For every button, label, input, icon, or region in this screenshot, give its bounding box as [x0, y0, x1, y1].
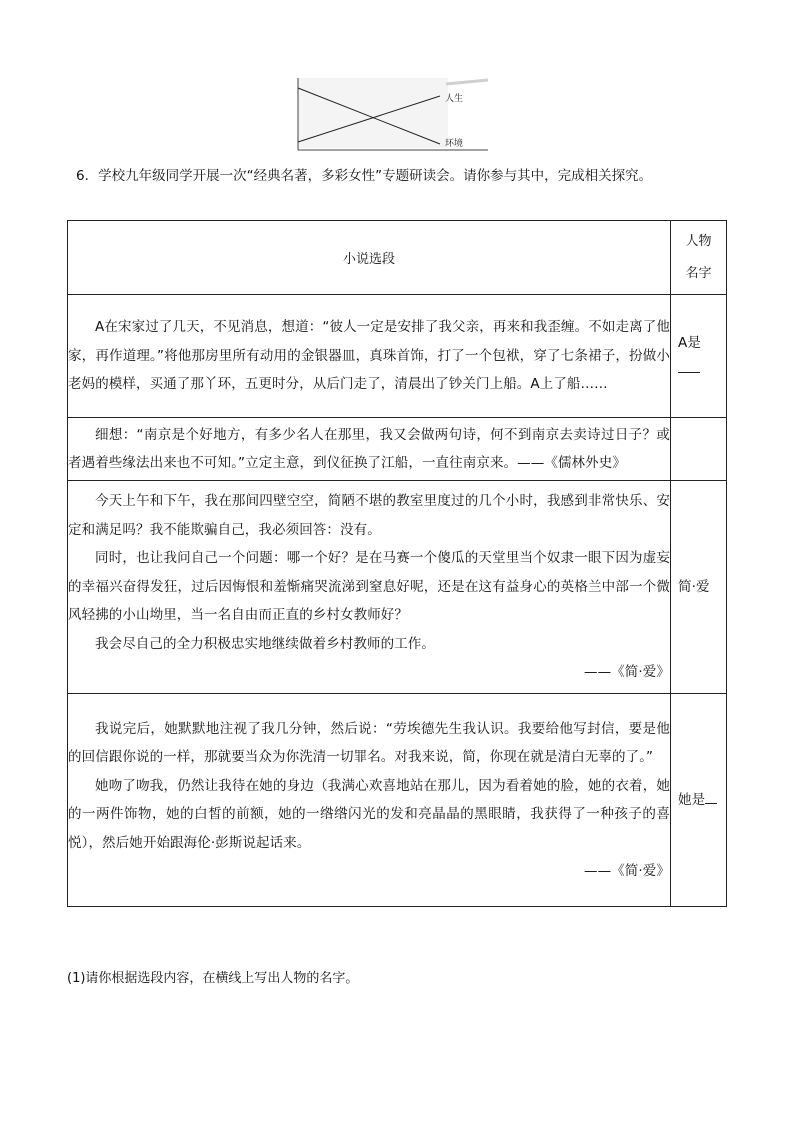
excerpt-cell — [68, 418, 671, 481]
excerpt-paragraph: A在宋家过了几天，不见消息，想道：“彼人一定是安排了我父亲，再来和我歪缠。不如走离了他家，再作道理。”将他那房里所有动用的金银器皿，真珠首饰，打了一个包袱，穿了七条裙子，扮做小老妈的模样，买通了那丫环，五更时分，从后门走了，清晨出了钞关门上船。A上了船…… — [68, 319, 670, 393]
header-name — [671, 221, 727, 295]
excerpt-source: ——《简·爱》 — [584, 863, 670, 879]
question-6: 6．学校九年级同学开展一次“经典名著，多彩女性”专题研读会。请你参与其中，完成相关探究。 — [76, 168, 653, 184]
table-row — [68, 295, 727, 418]
answer-blank[interactable] — [678, 356, 726, 382]
excerpt-table — [67, 220, 727, 907]
table-row — [68, 694, 727, 907]
label-life: 人生 — [445, 94, 464, 104]
answer-cell — [671, 418, 727, 481]
answer-cell — [671, 694, 727, 907]
table-row — [68, 481, 727, 694]
excerpt-paragraph: 我说完后，她默默地注视了我几分钟，然后说：“劳埃德先生我认识。我要给他写封信，要是他的回信跟你说的一样，那就要当众为你洗清一切罪名。对我来说，简，你现在就是清白无辜的了。” — [68, 720, 670, 765]
table-row — [68, 418, 727, 481]
table-header-row — [68, 221, 727, 295]
excerpt-cell — [68, 481, 671, 694]
excerpt-paragraph: 今天上午和下午，我在那间四壁空空，简陋不堪的教室里度过的几个小时，我感到非常快乐、安定和满足吗？我不能欺骗自己，我必须回答：没有。 — [68, 493, 670, 538]
answer-cell: 简·爱 — [671, 481, 727, 694]
footnote-instruction: (1)请你根据选段内容，在横线上写出人物的名字。 — [67, 971, 359, 986]
excerpt-paragraph: 我会尽自己的全力积极忠实地继续做着乡村教师的工作。 — [95, 635, 435, 652]
answer-text: 她是 — [678, 792, 706, 808]
excerpt-paragraph: 细想：“南京是个好地方，有多少名人在那里，我又会做两句诗，何不到南京去卖诗过日子？或者遇着些缘法出来也不可知。”立定主意，到仪征换了江船，一直往南京来。——《儒林外史》 — [68, 426, 670, 471]
header-name-line2: 名字 — [685, 265, 712, 281]
excerpt-paragraph: 同时，也让我问自己一个问题：哪一个好？是在马赛一个傻瓜的天堂里当个奴隶一眼下因为虚妄的幸福兴奋得发狂，过后因悔恨和羞惭痛哭流涕到窒息好呢，还是在这有益身心的英格兰中部一个微风轻拂的小山坳里，当一名自由而正直的乡村女教师好？ — [68, 550, 670, 624]
header-excerpt: 小说选段 — [68, 221, 671, 295]
label-environment: 环境 — [445, 139, 464, 149]
answer-text: A是 — [678, 335, 701, 351]
excerpt-paragraph: 她吻了吻我，仍然让我待在她的身边（我满心欢喜地站在那儿，因为看着她的脸，她的衣着，她的一两件饰物，她的白皙的前额，她的一绺绺闪光的发和亮晶晶的黑眼睛，我获得了一种孩子的喜悦），然后她开始跟海伦·彭斯说起话来。 — [68, 777, 670, 851]
answer-blank[interactable] — [705, 789, 717, 804]
crossing-lines-figure — [292, 74, 494, 154]
header-name-line1: 人物 — [685, 233, 712, 249]
excerpt-cell — [68, 694, 671, 907]
answer-cell — [671, 295, 727, 418]
excerpt-cell — [68, 295, 671, 418]
excerpt-source: ——《简·爱》 — [584, 664, 670, 681]
